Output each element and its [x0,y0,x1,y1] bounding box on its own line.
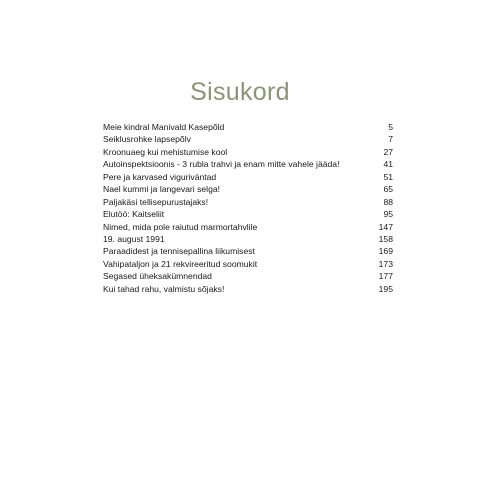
toc-chapter-title: Nimed, mida pole raiutud marmortahvlile [103,221,258,232]
toc-chapter-title: Pere ja karvased viguriväntad [103,171,217,182]
toc-page-number: 173 [378,258,393,269]
toc-entry [103,208,393,220]
toc-page-number: 5 [388,122,393,132]
toc-chapter-title: Paraadidest ja tennisepallina liikumisest [103,246,255,257]
toc-page-number: 65 [383,184,393,195]
toc-chapter-title: Seiklusrohke lapsepõlv [103,134,191,145]
toc-page-number: 169 [378,246,393,257]
toc-page-number: 41 [383,159,393,170]
toc-entry [103,133,393,145]
toc-entry [103,158,393,170]
toc-chapter-title: Kroonuaeg kui mehistumise kool [103,146,228,157]
toc-page-number: 88 [383,196,393,207]
toc-entry [103,121,393,133]
toc-entry [103,258,393,270]
toc-entry [103,270,393,282]
toc-chapter-title: Elutöö: Kaitseliit [103,209,165,220]
toc-entry [103,146,393,158]
toc-page-number: 177 [378,271,393,282]
toc-page-number: 195 [378,283,393,294]
toc-page-number: 147 [378,221,393,232]
toc-page-number: 7 [388,134,393,145]
toc-entry [103,183,393,195]
toc-chapter-title: Paljakäsi tellisepurustajaks! [103,196,209,207]
toc-chapter-title: 19. august 1991 [103,233,165,244]
toc-chapter-title: Segased üheksakümnendad [103,271,212,282]
toc-entry [103,233,393,245]
toc-entry [103,245,393,257]
toc-title: Sisukord [190,78,290,106]
toc-chapter-title: Autoinspektsioonis - 3 rubla trahvi ja enam mitte vahele jääda! [103,159,340,170]
toc-page-number: 27 [383,146,393,157]
toc-entry [103,196,393,208]
toc-chapter-title: Nael kummi ja langevari selga! [103,184,221,195]
toc-chapter-title: Vahipataljon ja 21 rekvireeritud soomukit [103,258,258,269]
toc-page-number: 95 [383,209,393,220]
toc-page-number: 51 [383,171,393,182]
toc-chapter-title: Kui tahad rahu, valmistu sõjaks! [103,283,225,294]
toc-entry [103,171,393,183]
toc-list [103,121,393,295]
toc-entry [103,221,393,233]
toc-entry [103,283,393,295]
toc-page-number: 158 [378,233,393,244]
toc-chapter-title: Meie kindral Manivald Kasepõld [103,122,225,132]
